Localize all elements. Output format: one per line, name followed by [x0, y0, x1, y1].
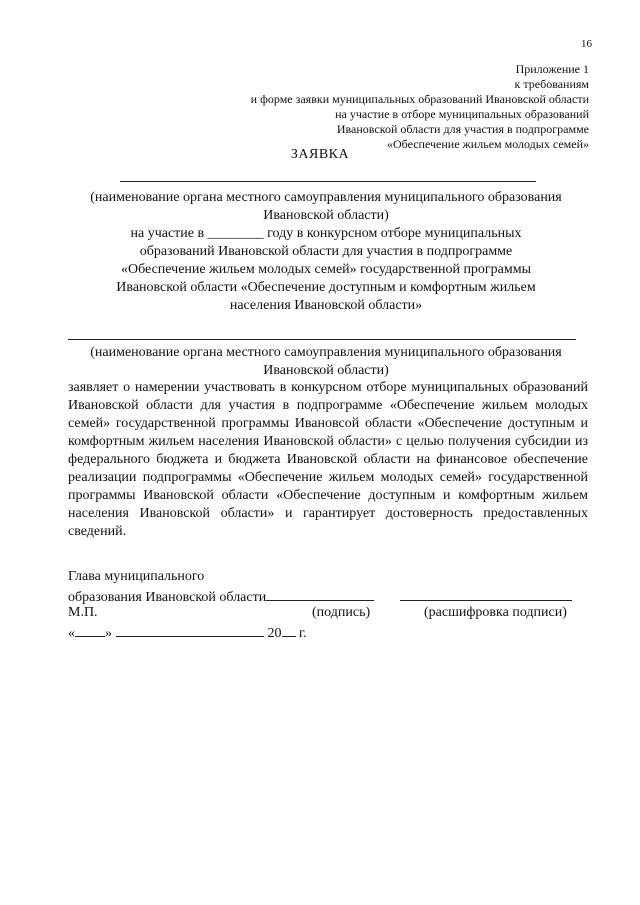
appendix-line: и форме заявки муниципальных образований Ивановской области [250, 92, 589, 106]
date-year-field[interactable] [282, 622, 296, 637]
signature-head-line [68, 568, 598, 586]
date-day-field[interactable] [75, 622, 105, 637]
date-year-suffix: г. [295, 626, 307, 641]
appendix-line: Приложение 1 [515, 62, 589, 76]
signature-field[interactable] [266, 586, 374, 601]
header-line: образований Ивановской области для участия в подпрограмме [139, 244, 513, 259]
date-line [68, 622, 598, 640]
header-line: «Обеспечение жильем молодых семей» государственной программы [120, 262, 532, 277]
signature-head-label-2: образования Ивановской области [68, 590, 267, 605]
signature-head-label-1: Глава муниципального [68, 569, 205, 584]
document-title: ЗАЯВКА [290, 147, 350, 162]
appendix-line: на участие в отборе муниципальных образований [335, 107, 589, 121]
signature-decode-field[interactable] [400, 586, 572, 601]
date-month-field[interactable] [116, 622, 264, 637]
header-line: Ивановской области «Обеспечение доступным и комфортным жильем [116, 280, 536, 295]
body-paragraph: заявляет о намерении участвовать в конкурсном отборе муниципальных образований Ивановской области для участия в подпрограмме «Обеспечение жильем молодых семей» государственной программы Ивановсой области «Обеспечение доступным и комфортным жильем населения Ивановской области» с целью получения субсидии из федерального бюджета и бюджета Ивановской области на финансовое обеспечение реализации подпрограммы «Обеспечение жильем молодых семей» государственной программы Ивановской области «Обеспечение доступным и комфортным жильем населения Ивановской области» и гарантирует достоверность предоставленных сведений. [68, 380, 588, 539]
appendix-line: Ивановской области для участия в подпрограмме [336, 122, 589, 136]
blank-line-authority-name-2 [68, 339, 576, 340]
date-open-quote: « [68, 626, 75, 641]
caption-line: Ивановской области) [263, 363, 389, 378]
header-line: Ивановской области) [263, 208, 389, 223]
header-block [60, 189, 592, 315]
seal-label: М.П. [68, 605, 98, 620]
appendix-line: к требованиям [514, 77, 589, 91]
signature-head-line-2 [68, 586, 598, 604]
signature-block [68, 568, 598, 640]
page-number: 16 [581, 38, 592, 50]
header-line: на участие в ________ году в конкурсном отборе муниципальных [130, 226, 522, 241]
date-close-quote: » [105, 626, 112, 641]
blank-line-authority-name [120, 181, 536, 182]
header-line: (наименование органа местного самоуправления муниципального образования [90, 190, 562, 205]
decode-caption: (расшифровка подписи) [424, 605, 567, 620]
sign-caption: (подпись) [312, 605, 371, 620]
appendix-line: «Обеспечение жильем молодых семей» [386, 137, 589, 151]
second-caption [60, 344, 592, 380]
caption-line: (наименование органа местного самоуправления муниципального образования [90, 345, 562, 360]
header-line: населения Ивановской области» [229, 298, 423, 313]
signature-caption-line [68, 604, 598, 622]
date-year-prefix: 20 [267, 626, 282, 641]
appendix-header [169, 62, 589, 152]
